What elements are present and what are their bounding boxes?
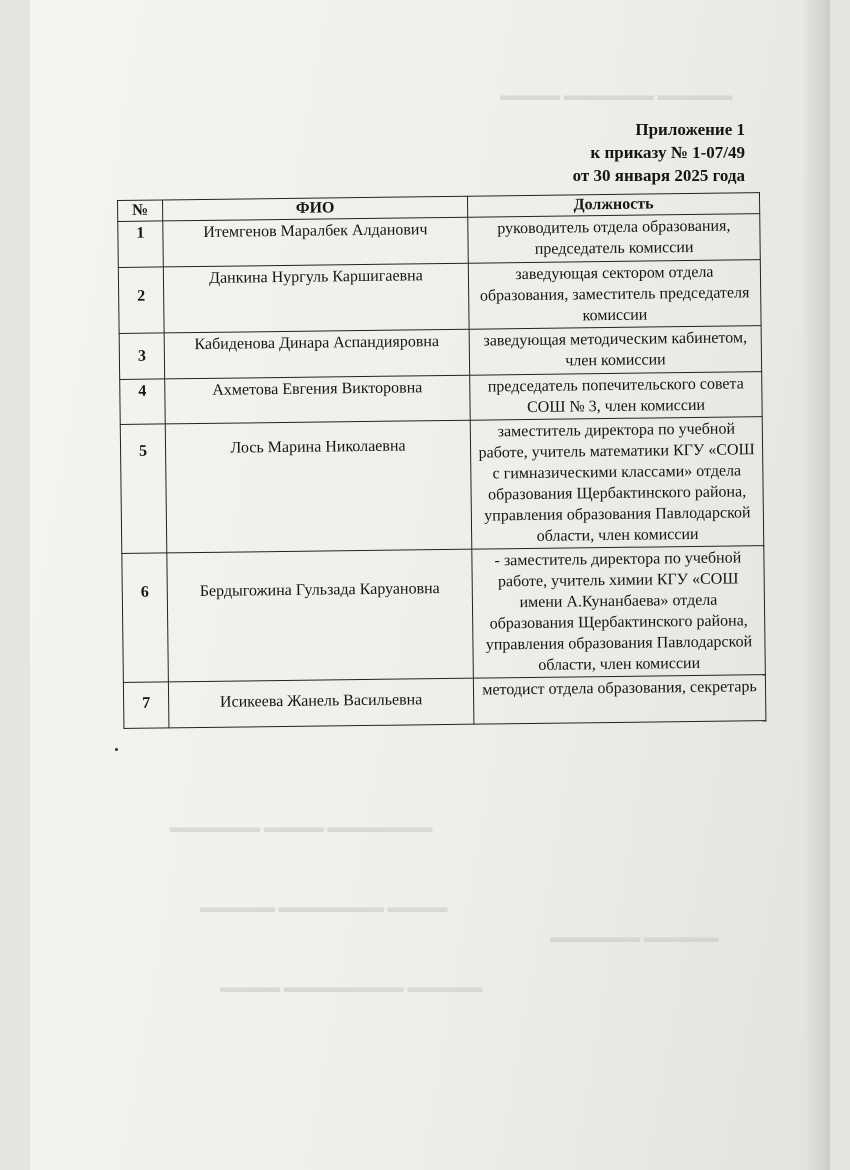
table-row <box>118 260 761 334</box>
row-number: 1 <box>118 221 164 268</box>
row-number: 3 <box>119 333 165 380</box>
member-name: Лось Марина Николаевна <box>165 420 472 553</box>
row-number: 4 <box>120 379 166 425</box>
table-row <box>120 417 764 554</box>
appendix-title: Приложение 1 <box>635 120 745 139</box>
table-row <box>119 326 762 380</box>
bleed-through-texture: ▬▬▬▬▬ ▬▬▬▬▬▬▬ ▬▬▬▬ <box>200 900 448 916</box>
bleed-through-texture: ▬▬▬▬▬▬ ▬▬▬▬▬ <box>550 930 719 946</box>
table-row <box>118 214 761 268</box>
member-name: Ахметова Евгения Викторовна <box>165 375 471 424</box>
member-position: заведующая методическим кабинетом, член комиссии <box>469 326 762 376</box>
member-name: Бердыгожина Гульзада Каруановна <box>167 549 474 682</box>
member-position: методист отдела образования, секретарь <box>473 675 766 725</box>
member-position: - заместитель директора по учебной работе, учитель химии КГУ «СОШ имени А.Кунанбаева» отдела образования Щербактинского района, управления образования Павлодарской области, член комиссии <box>472 546 766 679</box>
member-name: Кабиденова Динара Аспандияровна <box>164 329 470 379</box>
order-date: от 30 января 2025 года <box>572 166 745 185</box>
member-name: Данкина Нургуль Каршигаевна <box>163 263 469 333</box>
row-number: 2 <box>118 267 164 334</box>
member-position: руководитель отдела образования, председатель комиссии <box>468 214 761 264</box>
stray-mark <box>115 748 118 751</box>
commission-table <box>117 192 766 729</box>
bleed-through-texture: ▬▬▬▬▬▬ ▬▬▬▬ ▬▬▬▬▬▬▬ <box>170 820 433 836</box>
column-header-position: Должность <box>467 193 759 218</box>
order-reference: к приказу № 1-07/49 <box>590 143 745 162</box>
member-name: Итемгенов Маралбек Алданович <box>163 217 469 267</box>
member-name: Исикеева Жанель Васильевна <box>168 678 474 728</box>
bleed-through-texture: ▬▬▬▬ ▬▬▬▬▬▬ ▬▬▬▬▬ <box>500 88 733 104</box>
table-row <box>120 372 763 425</box>
bleed-through-texture: ▬▬▬▬ ▬▬▬▬▬▬▬▬ ▬▬▬▬▬ <box>220 980 483 996</box>
member-position: заместитель директора по учебной работе, учитель математики КГУ «СОШ с гимназическими классами» отдела образования Щербактинского района, управления образования Павлодарской области, член комиссии <box>470 417 764 550</box>
table-row <box>122 546 766 683</box>
row-number: 5 <box>120 424 167 554</box>
appendix-header <box>573 118 745 187</box>
member-position: председатель попечительского совета СОШ № 3, член комиссии <box>470 372 763 421</box>
row-number: 7 <box>123 682 169 729</box>
row-number: 6 <box>122 553 169 683</box>
member-position: заведующая сектором отдела образования, заместитель председателя комиссии <box>468 260 761 330</box>
column-header-number: № <box>118 200 163 222</box>
page-edge-shadow <box>804 0 830 1170</box>
table-row <box>123 675 766 729</box>
column-header-name: ФИО <box>163 196 468 221</box>
